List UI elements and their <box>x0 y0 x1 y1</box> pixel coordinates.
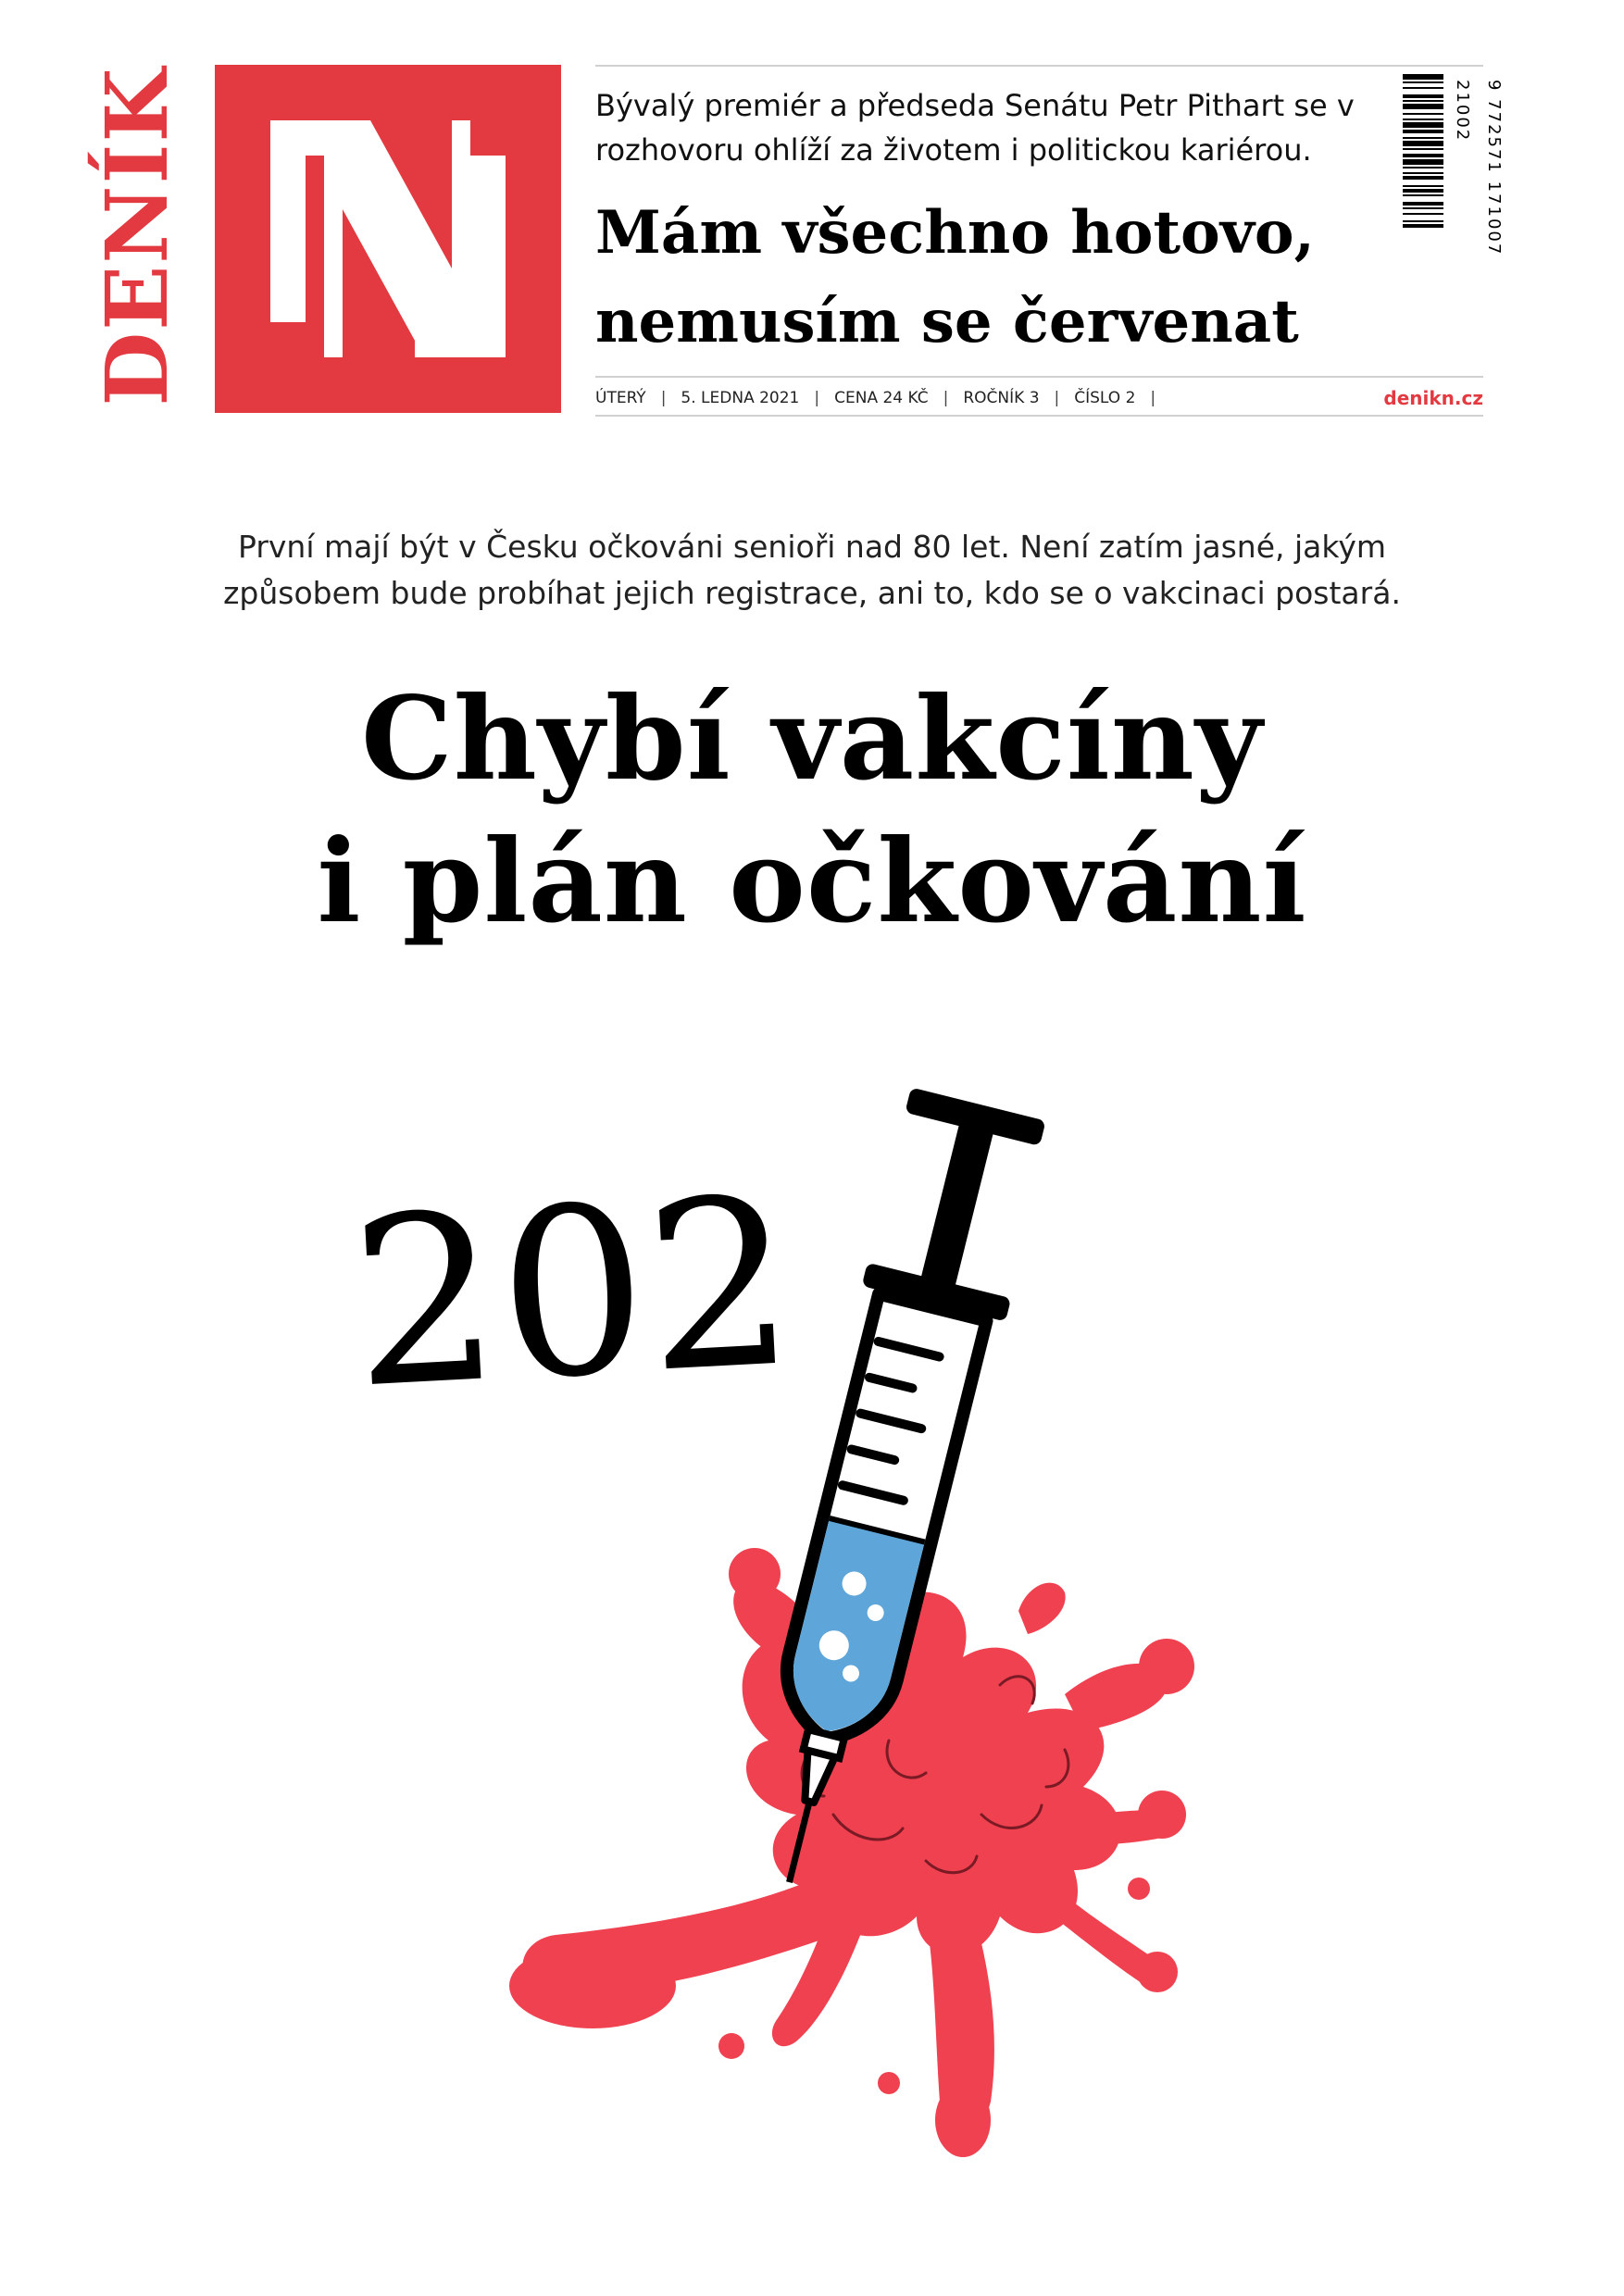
barcode-bar <box>1403 94 1443 98</box>
barcode-bar <box>1403 100 1443 102</box>
cover-illustration <box>0 1065 1624 2296</box>
barcode-bar <box>1403 189 1443 193</box>
masthead-brand <box>87 65 187 407</box>
separator: | <box>660 389 667 407</box>
barcode-bar <box>1403 167 1443 168</box>
barcode-bar <box>1403 122 1443 128</box>
barcode-bar <box>1403 202 1443 206</box>
barcode-bar <box>1403 81 1443 83</box>
issue-price: CENA 24 KČ <box>834 389 929 407</box>
teaser-top-rule <box>595 65 1483 67</box>
separator: | <box>814 389 820 407</box>
website-link[interactable]: denikn.cz <box>1383 387 1483 409</box>
barcode-bar <box>1403 194 1443 196</box>
barcode-bar <box>1403 224 1443 228</box>
brand-name: DENÍK <box>87 66 187 406</box>
cover-lead <box>185 524 1439 617</box>
cover-headline-line2: i plán očkování <box>317 815 1307 949</box>
separator: | <box>943 389 949 407</box>
barcode-bar <box>1403 154 1443 157</box>
barcode-bar <box>1403 159 1443 165</box>
barcode-bar <box>1403 207 1443 209</box>
barcode-bar <box>1403 185 1443 187</box>
teaser-headline-line2: nemusím se červenat <box>595 287 1299 356</box>
issue-volume: ROČNÍK 3 <box>963 389 1040 407</box>
barcode-bar <box>1403 137 1443 139</box>
teaser-headline[interactable] <box>595 189 1382 367</box>
cover-headline[interactable] <box>93 668 1531 954</box>
barcode-issue-code: 21002 <box>1453 80 1472 143</box>
barcode-bar <box>1403 113 1443 115</box>
cover-headline-line1: Chybí vakcíny <box>361 672 1263 806</box>
meta-top-rule <box>595 376 1483 378</box>
separator: | <box>1054 389 1060 407</box>
cover-lead-line2: způsobem bude probíhat jejich registrace, ani to, kdo se o vakcinaci postará. <box>223 575 1401 611</box>
issue-day: ÚTERÝ <box>595 389 646 407</box>
barcode-bar <box>1403 130 1443 133</box>
separator: | <box>1150 389 1156 407</box>
barcode-digits: 9 772571 171007 <box>1484 80 1504 256</box>
barcode-bar <box>1403 141 1443 146</box>
barcode-bar <box>1403 172 1443 174</box>
barcode-bar <box>1403 148 1443 150</box>
barcode-bar <box>1403 74 1443 80</box>
barcode-bar <box>1403 119 1443 120</box>
n-logo-icon <box>215 65 561 413</box>
barcode-bar <box>1403 87 1443 89</box>
barcode-bar <box>1403 104 1443 109</box>
issue-number: ČÍSLO 2 <box>1074 389 1136 407</box>
cover-lead-line1: První mají být v Česku očkováni senioři nad 80 let. Není zatím jasné, jakým <box>238 529 1386 565</box>
issue-info-row <box>595 381 1483 415</box>
barcode-bar <box>1403 176 1443 180</box>
teaser-headline-line1: Mám všechno hotovo, <box>595 198 1315 268</box>
barcode-bar <box>1403 220 1443 222</box>
meta-bottom-rule <box>595 415 1483 417</box>
year-digits: 202 <box>344 1147 801 1440</box>
logo[interactable] <box>215 65 561 413</box>
teaser-kicker: Bývalý premiér a předseda Senátu Petr Pithart se v rozhovoru ohlíží za životem i politickou kariérou. <box>595 88 1355 168</box>
barcode-bar <box>1403 213 1443 215</box>
issue-date: 5. LEDNA 2021 <box>681 389 800 407</box>
